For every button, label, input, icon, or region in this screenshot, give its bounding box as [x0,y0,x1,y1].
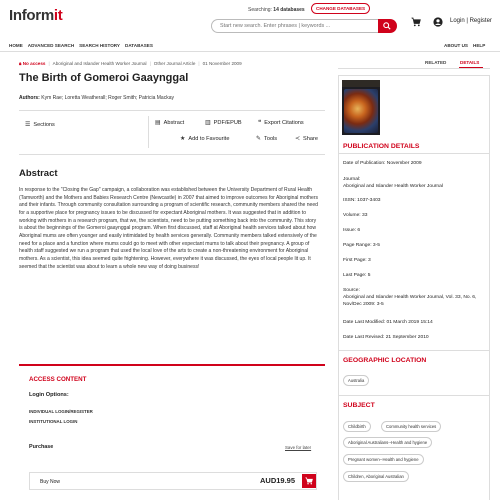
authors-label: Authors: [19,95,40,101]
export-citations-label: Export Citations [264,119,304,126]
abstract-label: Abstract [163,119,185,126]
search-button[interactable] [378,19,397,33]
file-icon: ▥ [205,120,211,126]
detail-volume: Volume: 33 [343,213,368,218]
search-icon [383,22,391,30]
individual-login-link[interactable]: INDIVIDUAL LOGIN/REGISTER [29,409,93,414]
quote-icon: ❝ [258,120,262,126]
save-for-later-link[interactable]: Save for later [285,445,312,450]
detail-first-page: First Page: 3 [343,258,371,263]
nav-search-history[interactable]: SEARCH HISTORY [79,43,120,48]
shopping-cart-icon[interactable] [411,17,421,27]
tabs-divider [338,68,490,69]
institutional-login-link[interactable]: INSTITUTIONAL LOGIN [29,419,78,424]
login-register-link[interactable]: Login | Register [450,18,492,24]
geographic-location-heading: GEOGRAPHIC LOCATION [343,357,427,364]
detail-last-page: Last Page: 5 [343,273,371,278]
nav-advanced-search[interactable]: ADVANCED SEARCH [27,43,75,48]
share-icon: ≺ [295,136,301,142]
detail-issue: Issue: 6 [343,228,361,233]
pdf-epub-button[interactable] [205,119,242,126]
detail-source: Source: Aboriginal and Islander Health Worker Journal, Vol. 33, No. 6, Nov/Dec 2009: 3-5 [343,288,477,307]
sections-button[interactable] [25,121,55,128]
detail-page-range: Page Range: 3-5 [343,243,380,248]
wrench-icon: ✎ [256,136,262,142]
share-label: Share [303,135,318,142]
tab-details[interactable]: DETAILS [460,60,480,65]
access-status: No access [22,61,46,66]
subject-chip[interactable]: Aboriginal Australians--Health and hygiene [343,437,432,448]
nav-divider [0,51,500,52]
detail-date-of-publication: Date of Publication: November 2009 [343,161,422,166]
article-title: The Birth of Gomeroi Gaaynggal [19,72,189,84]
detail-journal: Journal: Aboriginal and Islander Health Worker Journal [343,177,443,189]
section-divider [338,153,490,154]
tools-button[interactable] [256,135,277,142]
search-input[interactable] [212,20,378,32]
access-content-heading: ACCESS CONTENT [29,376,87,383]
journal-cover-image[interactable] [342,80,380,135]
article-date: 01 November 2009 [202,61,242,66]
toolbar-separator [148,116,149,148]
star-icon: ★ [180,136,186,142]
logo-text: Inform [9,7,54,24]
database-count: 14 databases [273,7,305,13]
export-citations-button[interactable] [258,119,304,126]
article-meta: 🔒︎ No access | Aboriginal and Islander Health Worker Journal | Other Journal Article | 01 November 2009 [19,61,242,66]
user-account-icon[interactable] [433,17,443,27]
sections-label: Sections [33,121,55,128]
journal-name[interactable]: Aboriginal and Islander Health Worker Journal [52,61,147,66]
price: AUD19.95 [260,476,296,485]
list-icon: ☰ [25,122,31,128]
logo-text-accent: it [53,7,63,24]
subject-chip[interactable]: Community health services [381,421,441,432]
authors-line [19,95,174,101]
buy-now-label: Buy Now [40,479,61,485]
nav-about-us[interactable]: ABOUT US [444,43,468,48]
cart-icon [305,477,313,485]
toolbar-bottom-rule [19,154,325,155]
detail-date-last-revised: Date Last Revised: 21 September 2010 [343,335,429,340]
tab-related[interactable]: RELATED [425,60,447,65]
share-button[interactable] [295,135,318,142]
abstract-text: In response to the "Closing the Gap" campaign, a collaboration was established between the University Department of Rural Health (Tamworth) and the Mothers and Babies Research Centre (Newcastle) in 2007 that aimed to improve outcomes for Aboriginal mothers and their infants. Through community consultation surrounding a program of scientific research, community members shared the need for a supportive place for pregnancy issues to be discussed for expectant Aboriginal mothers. It was suggested that in addition to working with mothers in a research program, that we, the scientists, need to be putting something back into the community. This story is about the beginnings of the Gomeroi gaaynggal program. When first discussed, staff at Aboriginal health services talked about how Aboriginal mums are often younger and easily intimidated by health services generally. Community members talked extensively of the need for a place and a function where mums could go to meet with other expectant mums to talk about their pregnancy. A group of health staff suggested we run a program that used the local love of the arts to create a non-threatening environment for Aboriginal mothers. As a scientist, this idea seemed quite frightening. However, everywhere it was discussed, the eyes of local people lit up. It seemed that the scientist was about to learn a whole new way of doing business! [19,187,319,270]
document-icon: ▤ [155,120,161,126]
pdf-epub-label: PDF/EPUB [213,119,242,126]
add-to-cart-button[interactable] [302,474,316,488]
informit-logo[interactable] [9,7,62,24]
publication-details-heading: PUBLICATION DETAILS [343,143,420,150]
subject-heading: SUBJECT [343,402,375,409]
change-databases-button[interactable]: CHANGE DATABASES [311,3,370,14]
detail-date-last-modified: Date Last Modified: 01 March 2019 15:14 [343,320,433,325]
subject-chip[interactable]: Pregnant women--Health and hygiene [343,454,424,465]
detail-issn: ISSN: 1037-3403 [343,198,381,203]
toolbar-top-rule [19,110,325,111]
subject-chip[interactable]: Childbirth [343,421,371,432]
favourite-label: Add to Favourite [188,135,230,142]
search-box[interactable] [211,19,378,33]
nav-help[interactable]: HELP [473,43,486,48]
purchase-heading: Purchase [29,444,54,450]
main-nav [9,43,158,48]
lock-icon: 🔒︎ [19,61,22,66]
section-divider [338,350,490,351]
add-to-favourite-button[interactable] [180,135,229,142]
section-divider [338,395,490,396]
abstract-heading: Abstract [19,168,58,179]
secondary-nav [444,43,485,48]
authors-list[interactable]: Kym Rae; Loretta Weatherall; Roger Smith; Patricia Mackay [41,95,174,101]
nav-databases[interactable]: DATABASES [125,43,153,48]
searching-databases-label [248,7,305,13]
tools-label: Tools [264,135,278,142]
searching-prefix: Searching: [248,7,272,13]
article-type: Other Journal Article [153,61,196,66]
nav-home[interactable]: HOME [9,43,23,48]
geo-chip-australia[interactable]: Australia [343,375,369,386]
subject-chip[interactable]: Children, Aboriginal Australian [343,471,409,482]
abstract-button[interactable] [155,119,184,126]
login-options-label: Login Options: [29,392,69,398]
